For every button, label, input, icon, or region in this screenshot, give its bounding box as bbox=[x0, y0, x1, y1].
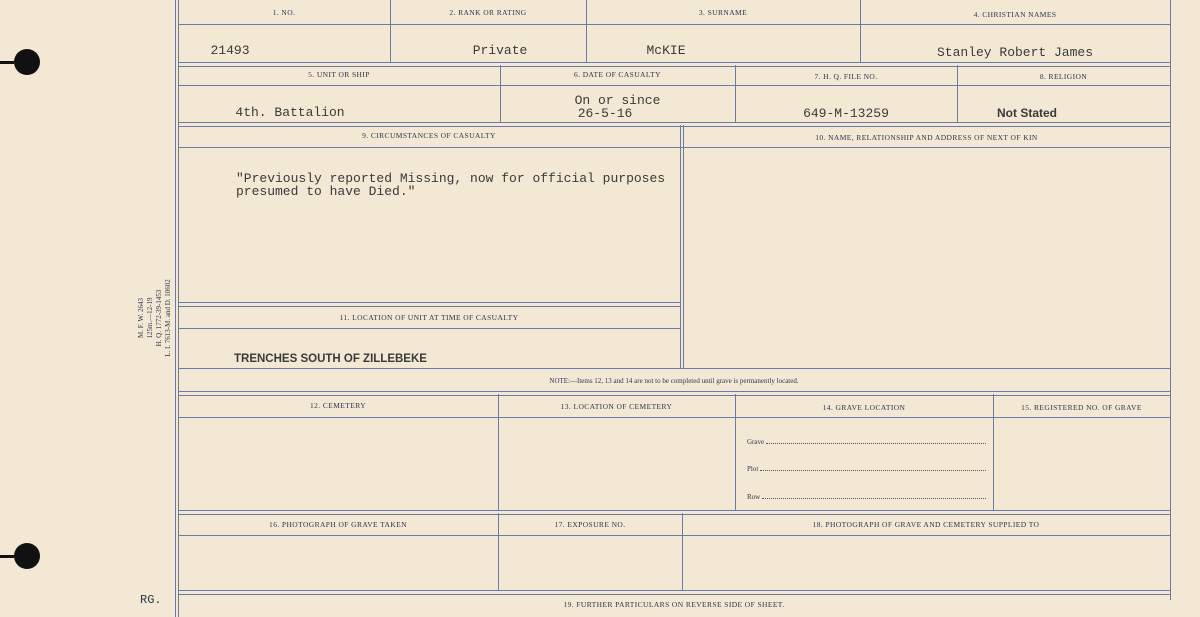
label-date: 6. DATE OF CASUALTY bbox=[574, 70, 661, 79]
value-surname: McKIE bbox=[646, 43, 686, 58]
punch-mark bbox=[0, 555, 14, 558]
punch-mark bbox=[0, 61, 14, 64]
label-number: 1. NO. bbox=[272, 8, 296, 17]
grave-label: Grave bbox=[747, 438, 765, 446]
label-next-of-kin: 10. NAME, RELATIONSHIP AND ADDRESS OF NEXT OF KIN bbox=[815, 133, 1038, 142]
note-text: NOTE:—Items 12, 13 and 14 are not to be completed until grave is permanently located. bbox=[549, 377, 799, 385]
label-surname: 3. SURNAME bbox=[698, 8, 748, 17]
value-number: 21493 bbox=[210, 43, 250, 58]
form-print-reference bbox=[137, 268, 173, 368]
label-circumstances: 9. CIRCUMSTANCES OF CASUALTY bbox=[362, 131, 496, 140]
punch-hole bbox=[14, 543, 40, 569]
print-ref-line: H. Q. 1772-39-1453 bbox=[155, 289, 163, 347]
label-christian-names: 4. CHRISTIAN NAMES bbox=[973, 10, 1057, 19]
label-rank: 2. RANK OR RATING bbox=[449, 8, 527, 17]
plot-field bbox=[747, 465, 986, 473]
value-religion: Not Stated bbox=[997, 106, 1057, 120]
label-cemetery: 12. CEMETERY bbox=[309, 401, 367, 410]
label-further-particulars: 19. FURTHER PARTICULARS ON REVERSE SIDE OF SHEET. bbox=[563, 600, 785, 609]
row-field bbox=[747, 493, 986, 501]
print-ref-line: 125m.—12-19 bbox=[146, 297, 154, 339]
label-exposure-no: 17. EXPOSURE NO. bbox=[554, 520, 626, 529]
value-location: TRENCHES SOUTH OF ZILLEBEKE bbox=[234, 353, 427, 365]
print-ref-line: L. I. 7613-M. and D. 10602 bbox=[164, 279, 172, 357]
label-unit: 5. UNIT OR SHIP bbox=[308, 70, 370, 79]
label-photograph-taken: 16. PHOTOGRAPH OF GRAVE TAKEN bbox=[269, 520, 407, 529]
value-circumstances-line1: "Previously reported Missing, now for official purposes bbox=[236, 171, 666, 186]
label-location-of-unit: 11. LOCATION OF UNIT AT TIME OF CASUALTY bbox=[339, 313, 519, 322]
label-photograph-supplied: 18. PHOTOGRAPH OF GRAVE AND CEMETERY SUPPLIED TO bbox=[812, 520, 1040, 529]
grave-field bbox=[747, 438, 986, 446]
row-label: Row bbox=[747, 493, 761, 501]
value-christian-names: Stanley Robert James bbox=[936, 45, 1094, 60]
value-unit: 4th. Battalion bbox=[235, 105, 345, 120]
label-grave-location: 14. GRAVE LOCATION bbox=[822, 403, 906, 412]
print-ref-line: M. F. W. 2643 bbox=[137, 298, 145, 338]
label-registered-no: 15. REGISTERED NO. OF GRAVE bbox=[1021, 403, 1142, 412]
value-date: 26-5-16 bbox=[577, 106, 633, 121]
label-file-no: 7. H. Q. FILE NO. bbox=[814, 72, 878, 81]
plot-label: Plot bbox=[747, 465, 759, 473]
label-religion: 8. RELIGION bbox=[1039, 72, 1088, 81]
value-date-prefix: On or since bbox=[574, 93, 661, 108]
rg-mark: RG. bbox=[140, 593, 162, 607]
value-rank: Private bbox=[472, 43, 528, 58]
value-file-no: 649-M-13259 bbox=[803, 106, 889, 121]
value-circumstances-line2: presumed to have Died." bbox=[236, 184, 416, 199]
punch-hole bbox=[14, 49, 40, 75]
label-cemetery-location: 13. LOCATION OF CEMETERY bbox=[560, 402, 673, 411]
